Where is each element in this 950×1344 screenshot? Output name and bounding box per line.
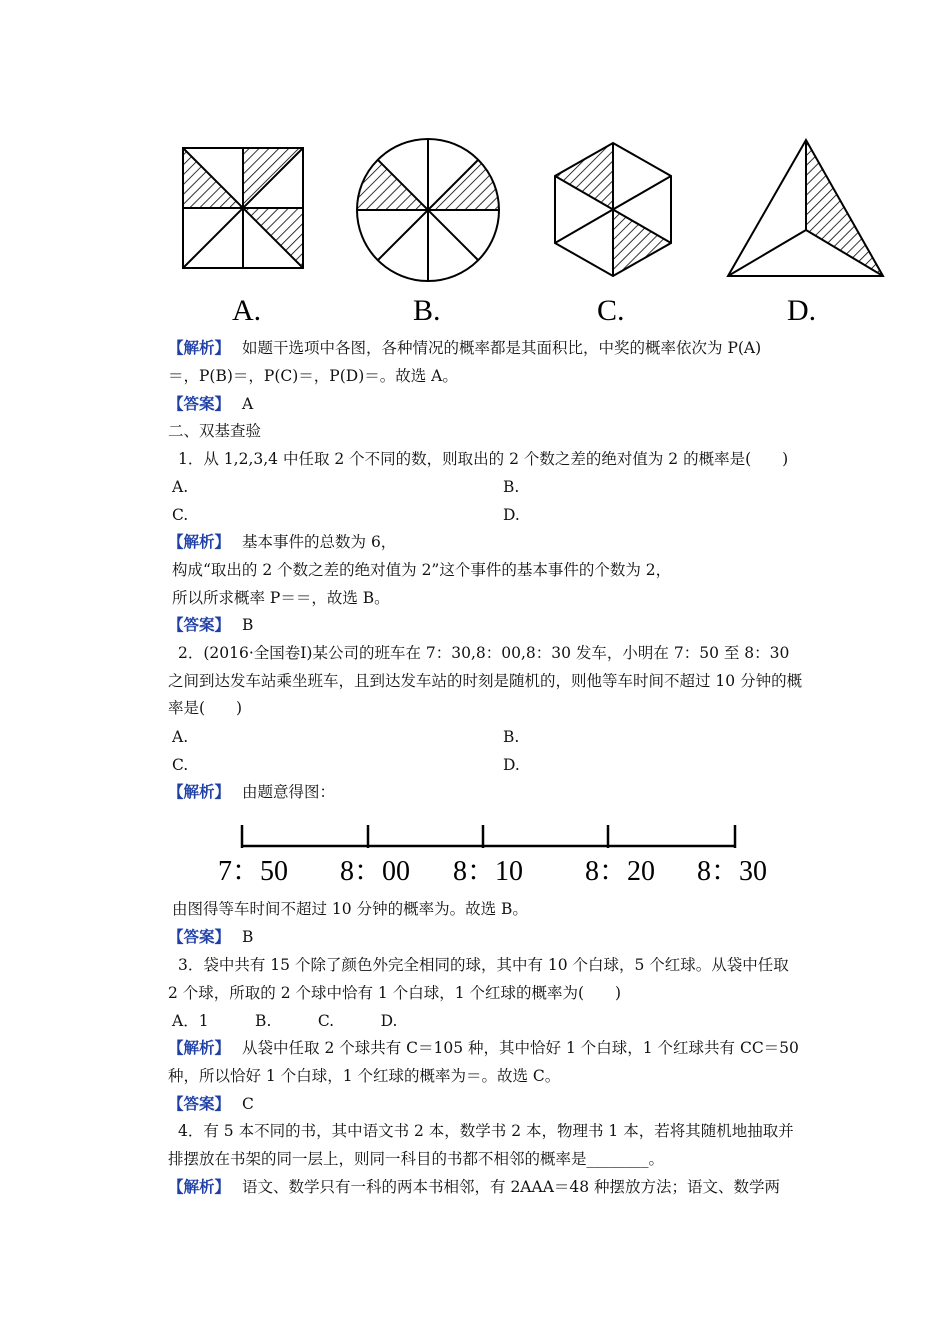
q2-stem-line2: 之间到达发车站乘坐班车，且到达发车站的时刻是随机的，则他等车时间不超过 10 分钟的概 — [168, 672, 803, 690]
answer-tag: 【答案】 — [168, 394, 231, 413]
figure-a — [183, 148, 303, 268]
q3-options: A．1 B. C. D. — [172, 1012, 398, 1030]
answer-tag: 【答案】 — [168, 927, 231, 946]
q3-answer: 【答案】 C — [168, 1094, 254, 1113]
q4-stem-line2: 排摆放在书架的同一层上，则同一科目的书都不相邻的概率是________。 — [168, 1150, 665, 1168]
section-title: 二、双基查验 — [168, 422, 262, 440]
figure-d — [728, 140, 883, 276]
q2-option-b: B. — [503, 728, 520, 746]
q2-analysis-line2: 由图得等车时间不超过 10 分钟的概率为。故选 B。 — [172, 900, 528, 918]
q1-option-b: B. — [503, 478, 520, 496]
answer-tag: 【答案】 — [168, 615, 231, 634]
analysis-tag: 【解析】 — [168, 1177, 231, 1196]
analysis-tag: 【解析】 — [168, 782, 231, 801]
time-label-750: 7：50 — [217, 856, 289, 887]
q3-analysis-line1: 【解析】 从袋中任取 2 个球共有 C＝105 种，其中恰好 1 个白球，1 个红球共有 CC＝50 — [168, 1038, 799, 1057]
probability-figure — [170, 128, 890, 328]
q1-stem: 1．从 1,2,3,4 中任取 2 个不同的数，则取出的 2 个数之差的绝对值为 2 的概率是( ) — [178, 450, 789, 468]
q1-option-c: C. — [172, 506, 189, 524]
q3-stem-line1: 3．袋中共有 15 个除了颜色外完全相同的球，其中有 10 个白球，5 个红球。从袋中任取 — [178, 956, 789, 974]
q2-option-d: D. — [503, 756, 520, 774]
q4-stem-line1: 4．有 5 本不同的书，其中语文书 2 本，数学书 2 本，物理书 1 本，若将其随机地抽取并 — [178, 1122, 794, 1140]
analysis-tag: 【解析】 — [168, 1038, 231, 1057]
prev-answer: 【答案】 A — [168, 394, 254, 413]
answer-tag: 【答案】 — [168, 1094, 231, 1113]
q2-stem-line1: 2．(2016·全国卷Ⅰ)某公司的班车在 7：30,8：00,8：30 发车，小明在 7：50 至 8：30 — [178, 644, 790, 662]
time-label-830: 8：30 — [696, 856, 768, 887]
figure-label-d: D. — [787, 294, 817, 327]
q1-analysis-line2: 构成“取出的 2 个数之差的绝对值为 2”这个事件的基本事件的个数为 2， — [172, 561, 672, 579]
q1-option-d: D. — [503, 506, 520, 524]
q1-answer: 【答案】 B — [168, 615, 254, 634]
prev-analysis-line1: 【解析】 如题干选项中各图，各种情况的概率都是其面积比，中奖的概率依次为 P(A) — [168, 338, 762, 357]
analysis-tag: 【解析】 — [168, 532, 231, 551]
q3-stem-line2: 2 个球，所取的 2 个球中恰有 1 个白球，1 个红球的概率为( ) — [168, 984, 622, 1002]
q4-analysis-line1: 【解析】 语文、数学只有一科的两本书相邻，有 2AAA＝48 种摆放方法；语文、数学两 — [168, 1177, 781, 1196]
time-label-800: 8：00 — [339, 856, 411, 887]
figure-label-c: C. — [597, 294, 625, 327]
q2-option-a: A. — [172, 728, 189, 746]
q2-stem-line3: 率是( ) — [168, 699, 243, 717]
time-label-810: 8：10 — [452, 856, 524, 887]
q3-analysis-line2: 种，所以恰好 1 个白球，1 个红球的概率为＝。故选 C。 — [168, 1067, 561, 1085]
q2-analysis-line1: 【解析】 由题意得图： — [168, 782, 336, 801]
q1-analysis-line1: 【解析】 基本事件的总数为 6， — [168, 532, 397, 551]
q2-option-c: C. — [172, 756, 189, 774]
figure-c — [555, 143, 671, 276]
analysis-tag: 【解析】 — [168, 338, 231, 357]
time-label-820: 8：20 — [584, 856, 656, 887]
figure-label-b: B. — [413, 294, 441, 327]
q1-option-a: A. — [172, 478, 189, 496]
figure-label-a: A. — [232, 294, 262, 327]
q1-analysis-line3: 所以所求概率 P＝＝，故选 B。 — [172, 589, 390, 607]
time-axis-figure — [210, 818, 780, 890]
figure-b — [357, 139, 499, 281]
prev-analysis-line2: ＝，P(B)＝，P(C)＝，P(D)＝。故选 A。 — [168, 367, 458, 385]
q2-answer: 【答案】 B — [168, 927, 254, 946]
